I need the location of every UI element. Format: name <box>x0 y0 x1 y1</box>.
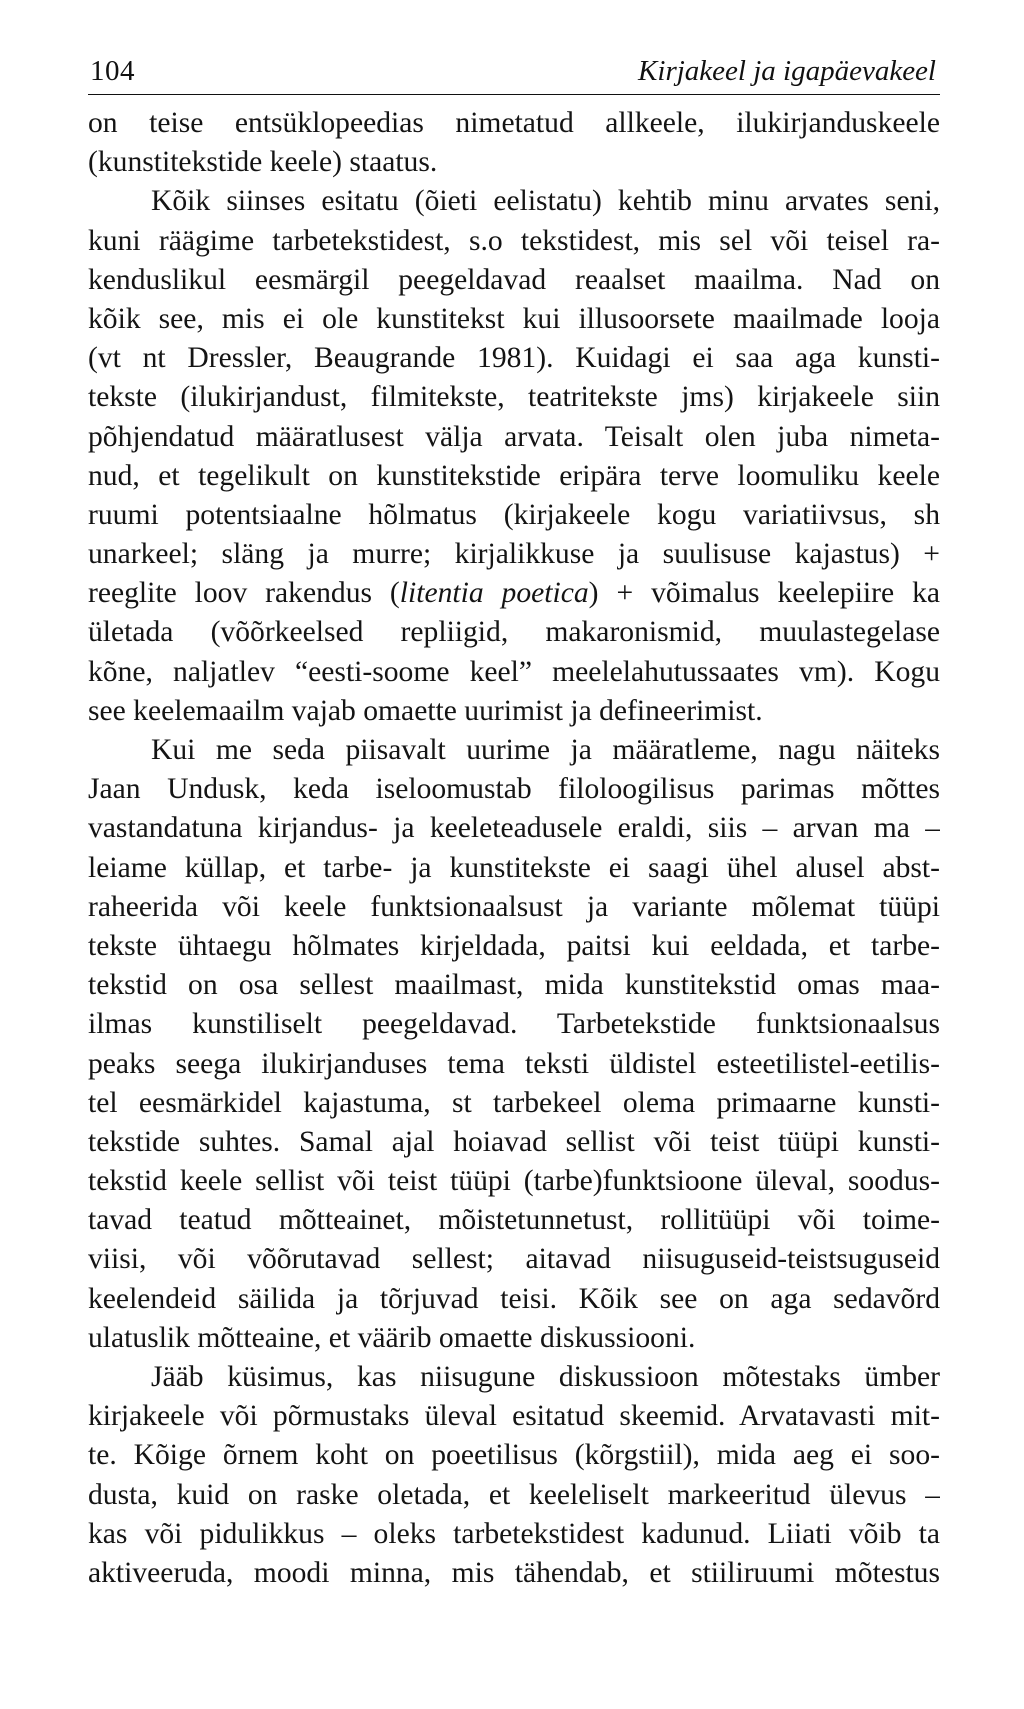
italic-term: litentia poetica <box>399 577 589 610</box>
text-line: tel eesmärkidel kajastuma, st tarbekeel olema primaarne kunsti- <box>88 1086 940 1119</box>
running-head <box>88 50 940 95</box>
text-line: (kunstitekstide keele) staatus. <box>88 146 438 179</box>
text-segment: ) + võimalus keelepiire ka <box>588 577 940 610</box>
text-line: ilmas kunstiliselt peegeldavad. Tarbetekstide funktsionaalsus <box>88 1008 940 1041</box>
text-line: kõik see, mis ei ole kunstitekst kui illusoorsete maailmade looja <box>88 302 940 335</box>
text-line: tekste (ilukirjandust, filmitekste, teatritekste jms) kirjakeele siin <box>88 381 940 414</box>
text-line: Jaan Undusk, keda iseloomustab filoloogilisus parimas mõttes <box>88 773 940 806</box>
text-line: (vt nt Dressler, Beaugrande 1981). Kuidagi ei saa aga kunsti- <box>88 342 940 375</box>
text-line <box>88 574 940 613</box>
text-line: keelendeid säilida ja tõrjuvad teisi. Kõik see on aga sedavõrd <box>88 1282 940 1315</box>
text-line: viisi, või võõrutavad sellest; aitavad niisuguseid-teistsuguseid <box>88 1243 940 1276</box>
text-line: tavad teatud mõtteainet, mõistetunnetust, rollitüüpi või toime- <box>88 1204 940 1237</box>
text-line: kas või pidulikkus – oleks tarbetekstidest kadunud. Liiati võib ta <box>88 1517 940 1550</box>
text-line: raheerida või keele funktsionaalsust ja variante mõlemat tüüpi <box>88 890 940 923</box>
text-segment: reeglite loov rakendus ( <box>88 577 400 610</box>
running-title: Kirjakeel ja igapäevakeel <box>638 55 936 87</box>
text-line: tekstid on osa sellest maailmast, mida kunstitekstid omas maa- <box>88 969 940 1002</box>
text-line: tekstid keele sellist või teist tüüpi (tarbe)funktsioone üleval, soodus- <box>88 1165 940 1198</box>
text-line: te. Kõige õrnem koht on poeetilisus (kõrgstiil), mida aeg ei soo- <box>88 1439 940 1472</box>
text-line: tekste ühtaegu hõlmates kirjeldada, paitsi kui eeldada, et tarbe- <box>88 929 940 962</box>
text-line: dusta, kuid on raske oletada, et keeleliselt markeeritud ülevus – <box>88 1478 940 1511</box>
body-text <box>88 104 940 1593</box>
text-line: vastandatuna kirjandus- ja keeleteadusele eraldi, siis – arvan ma – <box>88 812 940 845</box>
text-line: aktiveeruda, moodi minna, mis tähendab, et stiiliruumi mõtestus <box>88 1556 940 1589</box>
text-line: leiame küllap, et tarbe- ja kunstitekste ei saagi ühel alusel abst- <box>88 851 940 884</box>
text-line: Kõik siinses esitatu (õieti eelistatu) kehtib minu arvates seni, <box>151 185 940 218</box>
text-line: ületada (võõrkeelsed repliigid, makaronismid, muulastegelase <box>88 616 940 649</box>
text-line: kenduslikul eesmärgil peegeldavad reaalset maailma. Nad on <box>88 263 940 296</box>
text-line: unarkeel; släng ja murre; kirjalikkuse ja suulisuse kajastus) + <box>88 538 940 571</box>
text-line: see keelemaailm vajab omaette uurimist ja defineerimist. <box>88 694 763 727</box>
text-line: tekstide suhtes. Samal ajal hoiavad sellist või teist tüüpi kunsti- <box>88 1125 940 1158</box>
text-line: peaks seega ilukirjanduses tema teksti üldistel esteetilistel-eetilis- <box>88 1047 940 1080</box>
text-line: kõne, naljatlev “eesti-soome keel” meelelahutussaates vm). Kogu <box>88 655 940 688</box>
text-line: Jääb küsimus, kas niisugune diskussioon mõtestaks ümber <box>151 1361 940 1393</box>
text-line: ulatuslik mõtteaine, et väärib omaette diskussiooni. <box>88 1321 696 1354</box>
text-line: kuni räägime tarbetekstidest, s.o tekstidest, mis sel või teisel ra- <box>88 224 940 257</box>
text-line: nud, et tegelikult on kunstitekstide eripära terve loomuliku keele <box>88 459 940 492</box>
page-number: 104 <box>90 55 135 87</box>
text-line: on teise entsüklopeedias nimetatud allkeele, ilukirjanduskeele <box>88 107 940 139</box>
text-line: kirjakeele või põrmustaks üleval esitatud skeemid. Arvatavasti mit- <box>88 1400 940 1433</box>
text-line: põhjendatud määratlusest välja arvata. Teisalt olen juba nimeta- <box>88 420 940 453</box>
text-line: Kui me seda piisavalt uurime ja määratleme, nagu näiteks <box>151 734 940 766</box>
text-line: ruumi potentsiaalne hõlmatus (kirjakeele kogu variatiivsus, sh <box>88 498 940 531</box>
